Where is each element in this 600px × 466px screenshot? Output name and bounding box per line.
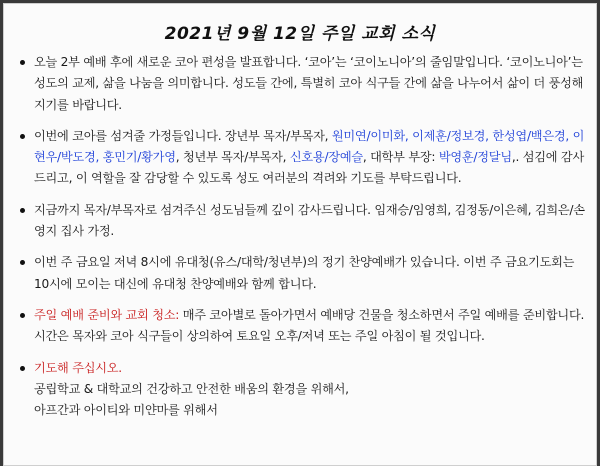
news-list xyxy=(16,52,590,421)
prayer-line: 아프간과 아이티와 미얀마를 위해서 xyxy=(34,403,218,418)
news-item-new-koa xyxy=(16,52,590,116)
prayer-line: 공립학교 & 대학교의 건강하고 안전한 배움의 환경을 위해서, xyxy=(34,381,349,396)
news-text: 이번 주 금요일 저녁 8시에 유대청(유스/대학/청년부)의 정기 찬양예배가 있습니다. 이번 주 금요기도회는 10시에 모이는 대신에 유대청 찬양예배와 함께 합니다. xyxy=(34,255,575,291)
news-heading: 기도해 주십시오. xyxy=(34,360,122,375)
news-text: , 청년부 목자/부목자, xyxy=(175,150,290,165)
news-item-cleaning xyxy=(16,305,590,348)
news-item-praise-worship xyxy=(16,252,590,295)
news-text: , 대학부 부장: xyxy=(362,150,439,165)
news-text: 오늘 2부 예배 후에 새로운 코아 편성을 발표합니다. ‘코아’는 ‘코이노니아’의 줄임말입니다. ‘코이노니아’는 성도의 교제, 삶을 나눔을 의미합니다. 성도들 간에, 특별히 코아 식구들 간에 삶을 나누어서 삶이 더 풍성해지기를 바랍니다. xyxy=(34,55,584,112)
youth-leader-names: 신호용/장예슬 xyxy=(289,150,363,165)
page-title: 2021년 9월 12일 주일 교회 소식 xyxy=(164,24,436,44)
news-item-koa-leaders xyxy=(16,126,590,190)
news-item-prayer xyxy=(16,358,590,422)
bullet-icon xyxy=(20,366,25,371)
bullet-icon xyxy=(20,60,25,65)
news-text: 지금까지 목자/부목자로 섬겨주신 성도님들께 깊이 감사드립니다. 임재승/임영희, 김정동/이은혜, 김희은/손영지 집사 가정. xyxy=(34,202,585,239)
college-leader-names: 박영훈/정달님 xyxy=(438,150,512,165)
news-heading: 주일 예배 준비와 교회 청소: xyxy=(34,307,180,322)
adult-leader-names: 원미연/이미화, 이제훈/정보경, 한성엽/백은경, 이현우/박도경, 홍민기/황가영 xyxy=(34,128,585,165)
bullet-icon xyxy=(20,134,25,139)
bullet-icon xyxy=(20,260,25,265)
news-text: 매주 코아별로 돌아가면서 예배당 건물을 청소하면서 주일 예배를 준비합니다. 시간은 목자와 코아 식구들이 상의하여 토요일 오후/저녁 또는 주일 아침이 될 것입니다. xyxy=(34,307,585,344)
news-text: ,. 섬김에 감사드리고, 이 역할을 잘 감당할 수 있도록 성도 여러분의 격려와 기도를 부탁드립니다. xyxy=(34,150,584,186)
news-item-thanks xyxy=(16,200,590,243)
bullet-icon xyxy=(20,313,25,318)
news-text: 이번에 코아를 섬겨줄 가정들입니다. 장년부 목자/부목자, xyxy=(34,128,332,143)
bullet-icon xyxy=(20,208,25,213)
bulletin-frame xyxy=(3,3,597,466)
